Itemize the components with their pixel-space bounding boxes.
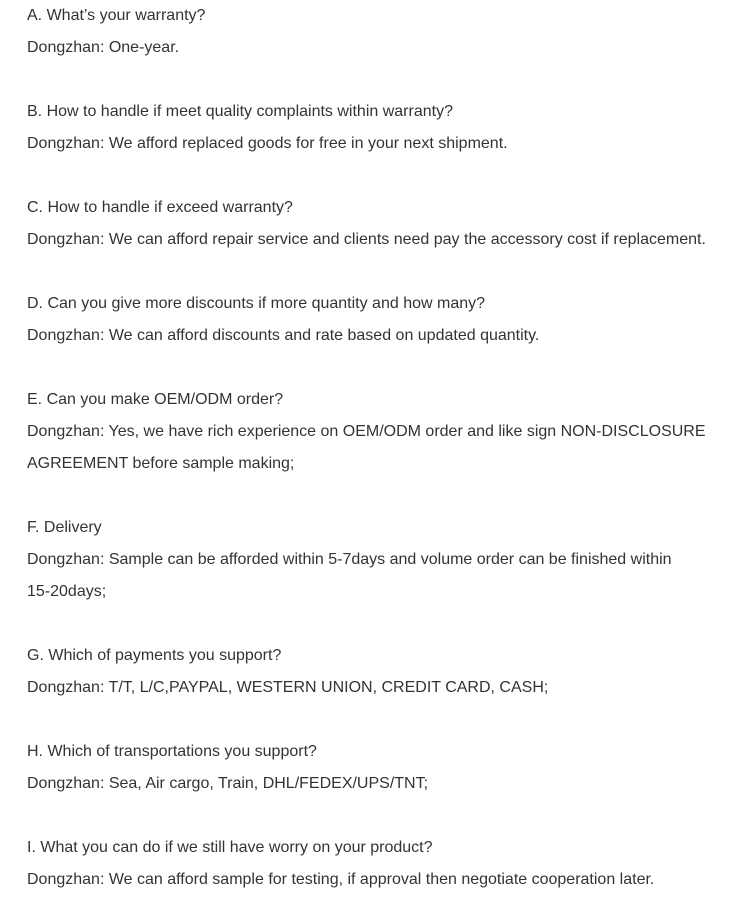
faq-spacer (27, 64, 727, 96)
faq-answer-h: Dongzhan: Sea, Air cargo, Train, DHL/FEDEX/UPS/TNT; (27, 775, 429, 792)
faq-spacer (27, 480, 727, 512)
faq-answer-i: Dongzhan: We can afford sample for testing, if approval then negotiate cooperation later. (27, 871, 655, 888)
faq-answer-c: Dongzhan: We can afford repair service and clients need pay the accessory cost if replacement. (27, 231, 706, 248)
faq-spacer (27, 352, 727, 384)
faq-item-g (27, 640, 727, 704)
faq-spacer (27, 800, 727, 832)
faq-item-c (27, 192, 727, 256)
faq-answer-b: Dongzhan: We afford replaced goods for free in your next shipment. (27, 135, 508, 152)
faq-answer-g: Dongzhan: T/T, L/C,PAYPAL, WESTERN UNION, CREDIT CARD, CASH; (27, 679, 549, 696)
faq-spacer (27, 704, 727, 736)
faq-question-h: H. Which of transportations you support? (27, 743, 317, 760)
faq-spacer (27, 160, 727, 192)
faq-question-b: B. How to handle if meet quality complaints within warranty? (27, 103, 453, 120)
faq-question-a: A. What’s your warranty? (27, 7, 206, 24)
faq-question-i: I. What you can do if we still have worry on your product? (27, 839, 433, 856)
faq-item-d (27, 288, 727, 352)
faq-list (27, 0, 727, 896)
faq-answer-a: Dongzhan: One-year. (27, 39, 180, 56)
faq-question-c: C. How to handle if exceed warranty? (27, 199, 293, 216)
faq-answer-f-line2: 15-20days; (27, 583, 107, 600)
faq-item-a (27, 0, 727, 64)
faq-item-e (27, 384, 727, 480)
faq-question-f: F. Delivery (27, 519, 102, 536)
faq-question-g: G. Which of payments you support? (27, 647, 282, 664)
faq-answer-d: Dongzhan: We can afford discounts and rate based on updated quantity. (27, 327, 540, 344)
faq-spacer (27, 608, 727, 640)
faq-question-d: D. Can you give more discounts if more quantity and how many? (27, 295, 486, 312)
faq-item-h (27, 736, 727, 800)
faq-item-f (27, 512, 727, 608)
faq-question-e: E. Can you make OEM/ODM order? (27, 391, 284, 408)
faq-spacer (27, 256, 727, 288)
faq-item-b (27, 96, 727, 160)
faq-answer-e-line1: Dongzhan: Yes, we have rich experience on OEM/ODM order and like sign NON-DISCLOSURE (27, 423, 706, 440)
faq-answer-f-line1: Dongzhan: Sample can be afforded within 5-7days and volume order can be finished within (27, 551, 672, 568)
faq-item-i (27, 832, 727, 896)
faq-answer-e-line2: AGREEMENT before sample making; (27, 455, 295, 472)
